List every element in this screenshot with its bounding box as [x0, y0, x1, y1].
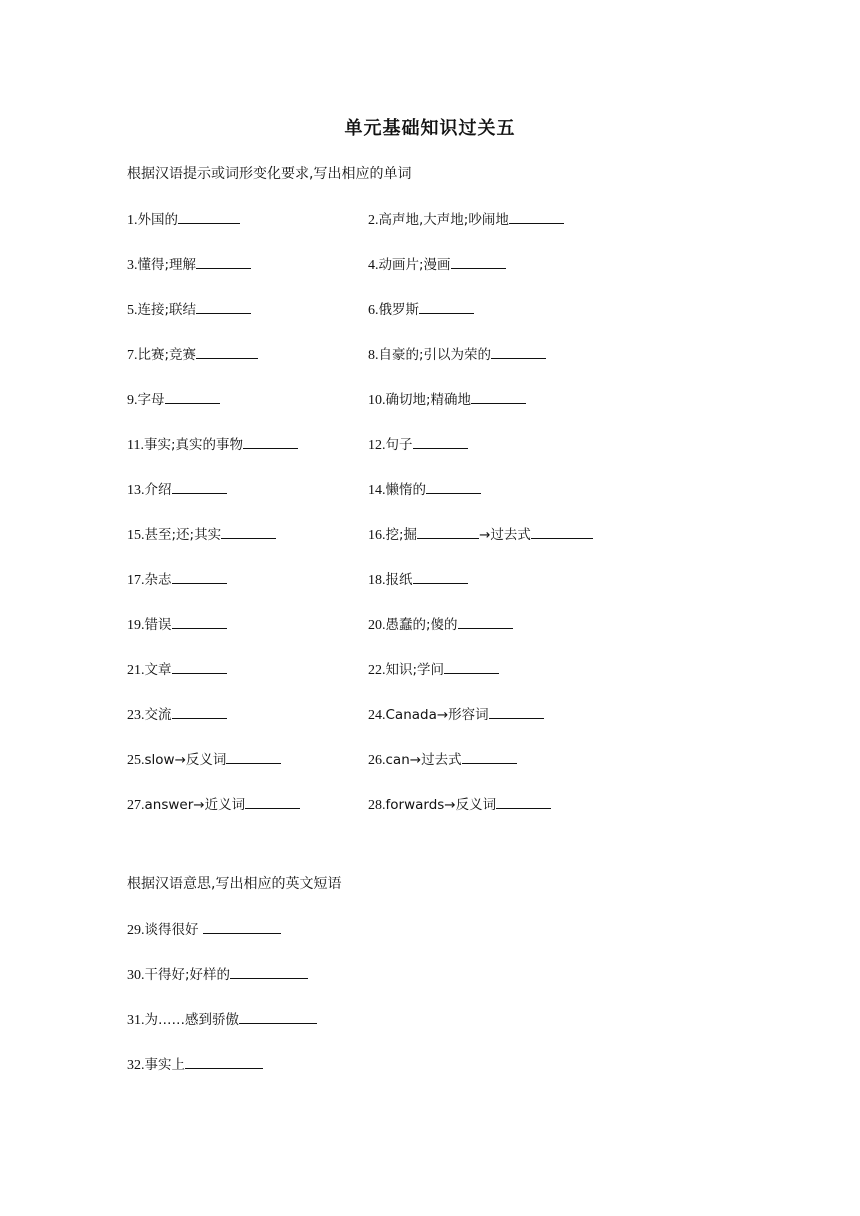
question-item	[368, 613, 513, 634]
question-row	[0, 613, 860, 633]
question-number: 13.	[127, 483, 145, 498]
answer-blank[interactable]	[172, 569, 227, 584]
question-prompt: slow→反义词	[144, 752, 227, 768]
answer-blank[interactable]	[458, 614, 513, 629]
question-prompt: 介绍	[144, 482, 172, 498]
question-item	[127, 793, 300, 814]
question-row	[0, 703, 860, 723]
question-prompt: 句子	[385, 437, 413, 453]
question-prompt: 谈得很好	[144, 922, 203, 938]
question-number: 1.	[127, 213, 138, 228]
answer-blank[interactable]	[196, 344, 258, 359]
question-prompt: 事实;真实的事物	[143, 437, 244, 453]
page-title: 单元基础知识过关五	[344, 118, 516, 139]
answer-blank[interactable]	[531, 524, 593, 539]
question-row	[0, 748, 860, 768]
question-item	[368, 478, 481, 499]
question-item	[127, 1008, 317, 1029]
answer-blank[interactable]	[509, 209, 564, 224]
question-number: 24.	[368, 708, 386, 723]
question-number: 29.	[127, 923, 145, 938]
question-number: 23.	[127, 708, 145, 723]
question-number: 6.	[368, 303, 379, 318]
question-prompt: 自豪的;引以为荣的	[378, 347, 492, 363]
question-prompt: 字母	[137, 392, 165, 408]
question-item	[368, 748, 517, 769]
question-prompt: 知识;学问	[385, 662, 445, 678]
question-prompt: 比赛;竞赛	[137, 347, 197, 363]
question-prompt: 挖;掘	[385, 527, 418, 543]
question-prompt: 杂志	[144, 572, 172, 588]
answer-blank[interactable]	[196, 254, 251, 269]
answer-blank[interactable]	[178, 209, 240, 224]
answer-blank[interactable]	[462, 749, 517, 764]
question-item	[127, 298, 251, 319]
question-number: 4.	[368, 258, 379, 273]
answer-blank[interactable]	[203, 919, 281, 934]
question-number: 21.	[127, 663, 145, 678]
answer-blank[interactable]	[239, 1009, 317, 1024]
question-prompt: 错误	[144, 617, 172, 633]
question-item	[368, 433, 468, 454]
question-number: 9.	[127, 393, 138, 408]
question-number: 15.	[127, 528, 145, 543]
question-number: 10.	[368, 393, 386, 408]
question-row	[0, 523, 860, 543]
question-number: 27.	[127, 798, 145, 813]
question-prompt: 外国的	[137, 212, 178, 228]
answer-blank[interactable]	[226, 749, 281, 764]
answer-blank[interactable]	[185, 1054, 263, 1069]
question-row	[0, 298, 860, 318]
question-number: 5.	[127, 303, 138, 318]
question-item	[368, 298, 474, 319]
question-row	[0, 343, 860, 363]
answer-blank[interactable]	[172, 479, 227, 494]
question-row	[0, 963, 860, 983]
question-prompt: 俄罗斯	[378, 302, 419, 318]
section2-heading: 根据汉语意思,写出相应的英文短语	[127, 876, 342, 892]
section1-heading: 根据汉语提示或词形变化要求,写出相应的单词	[127, 166, 412, 182]
question-number: 32.	[127, 1058, 145, 1073]
answer-blank[interactable]	[451, 254, 506, 269]
question-item	[127, 343, 258, 364]
question-item	[127, 253, 251, 274]
question-number: 20.	[368, 618, 386, 633]
question-prompt: 愚蠢的;傻的	[385, 617, 458, 633]
question-item	[127, 658, 227, 679]
question-item	[127, 963, 308, 984]
answer-blank[interactable]	[413, 569, 468, 584]
answer-blank[interactable]	[471, 389, 526, 404]
answer-blank[interactable]	[196, 299, 251, 314]
question-prompt: 报纸	[385, 572, 413, 588]
question-number: 14.	[368, 483, 386, 498]
question-prompt: answer→近义词	[144, 797, 246, 813]
answer-blank[interactable]	[491, 344, 546, 359]
question-number: 11.	[127, 438, 144, 453]
question-prompt: 动画片;漫画	[378, 257, 451, 273]
question-item	[368, 388, 526, 409]
answer-blank[interactable]	[172, 704, 227, 719]
question-item	[368, 523, 593, 544]
question-item	[127, 568, 227, 589]
question-item	[368, 253, 506, 274]
question-item	[368, 568, 468, 589]
answer-blank[interactable]	[426, 479, 481, 494]
question-item	[368, 793, 551, 814]
answer-blank[interactable]	[165, 389, 220, 404]
question-number: 16.	[368, 528, 386, 543]
question-row	[0, 1008, 860, 1028]
question-number: 17.	[127, 573, 145, 588]
question-number: 18.	[368, 573, 386, 588]
question-number: 25.	[127, 753, 145, 768]
answer-blank[interactable]	[417, 524, 479, 539]
question-item	[368, 208, 564, 229]
question-item	[368, 658, 499, 679]
question-item	[127, 478, 227, 499]
question-prompt: 连接;联结	[137, 302, 197, 318]
question-row	[0, 208, 860, 228]
question-number: 22.	[368, 663, 386, 678]
question-number: 12.	[368, 438, 386, 453]
question-prompt: forwards→反义词	[385, 797, 497, 813]
question-prompt: 懂得;理解	[137, 257, 197, 273]
question-item	[127, 208, 240, 229]
question-number: 19.	[127, 618, 145, 633]
question-item	[127, 1053, 263, 1074]
question-item	[127, 523, 276, 544]
answer-blank[interactable]	[243, 434, 298, 449]
question-prompt: Canada→形容词	[385, 707, 489, 723]
question-prompt: 干得好;好样的	[144, 967, 231, 983]
answer-blank[interactable]	[444, 659, 499, 674]
answer-blank[interactable]	[496, 794, 551, 809]
question-row	[0, 478, 860, 498]
question-number: 8.	[368, 348, 379, 363]
question-number: 2.	[368, 213, 379, 228]
question-prompt: 文章	[144, 662, 172, 678]
question-prompt: 交流	[144, 707, 172, 723]
answer-blank[interactable]	[221, 524, 276, 539]
question-item	[368, 343, 546, 364]
question-item	[127, 703, 227, 724]
question-number: 3.	[127, 258, 138, 273]
question-row	[0, 793, 860, 813]
question-number: 30.	[127, 968, 145, 983]
question-prompt: 甚至;还;其实	[144, 527, 222, 543]
question-row	[0, 1053, 860, 1073]
question-item	[127, 918, 281, 939]
answer-blank[interactable]	[413, 434, 468, 449]
question-number: 7.	[127, 348, 138, 363]
question-prompt: 为……感到骄傲	[144, 1012, 239, 1028]
question-number: 31.	[127, 1013, 145, 1028]
question-prompt: 高声地,大声地;吵闹地	[378, 212, 509, 228]
question-row	[0, 388, 860, 408]
answer-blank[interactable]	[172, 614, 227, 629]
question-item	[127, 433, 298, 454]
question-row	[0, 658, 860, 678]
question-number: 26.	[368, 753, 386, 768]
question-prompt: can→过去式	[385, 752, 462, 768]
answer-blank[interactable]	[419, 299, 474, 314]
question-prompt: 事实上	[144, 1057, 185, 1073]
question-row	[0, 568, 860, 588]
answer-blank[interactable]	[230, 964, 308, 979]
question-extra-prompt: →过去式	[479, 527, 531, 543]
question-item	[127, 613, 227, 634]
answer-blank[interactable]	[172, 659, 227, 674]
question-item	[127, 388, 220, 409]
question-prompt: 确切地;精确地	[385, 392, 472, 408]
question-item	[368, 703, 544, 724]
question-number: 28.	[368, 798, 386, 813]
question-item	[127, 748, 281, 769]
answer-blank[interactable]	[489, 704, 544, 719]
question-prompt: 懒惰的	[385, 482, 426, 498]
question-row	[0, 433, 860, 453]
question-row	[0, 253, 860, 273]
question-row	[0, 918, 860, 938]
answer-blank[interactable]	[245, 794, 300, 809]
